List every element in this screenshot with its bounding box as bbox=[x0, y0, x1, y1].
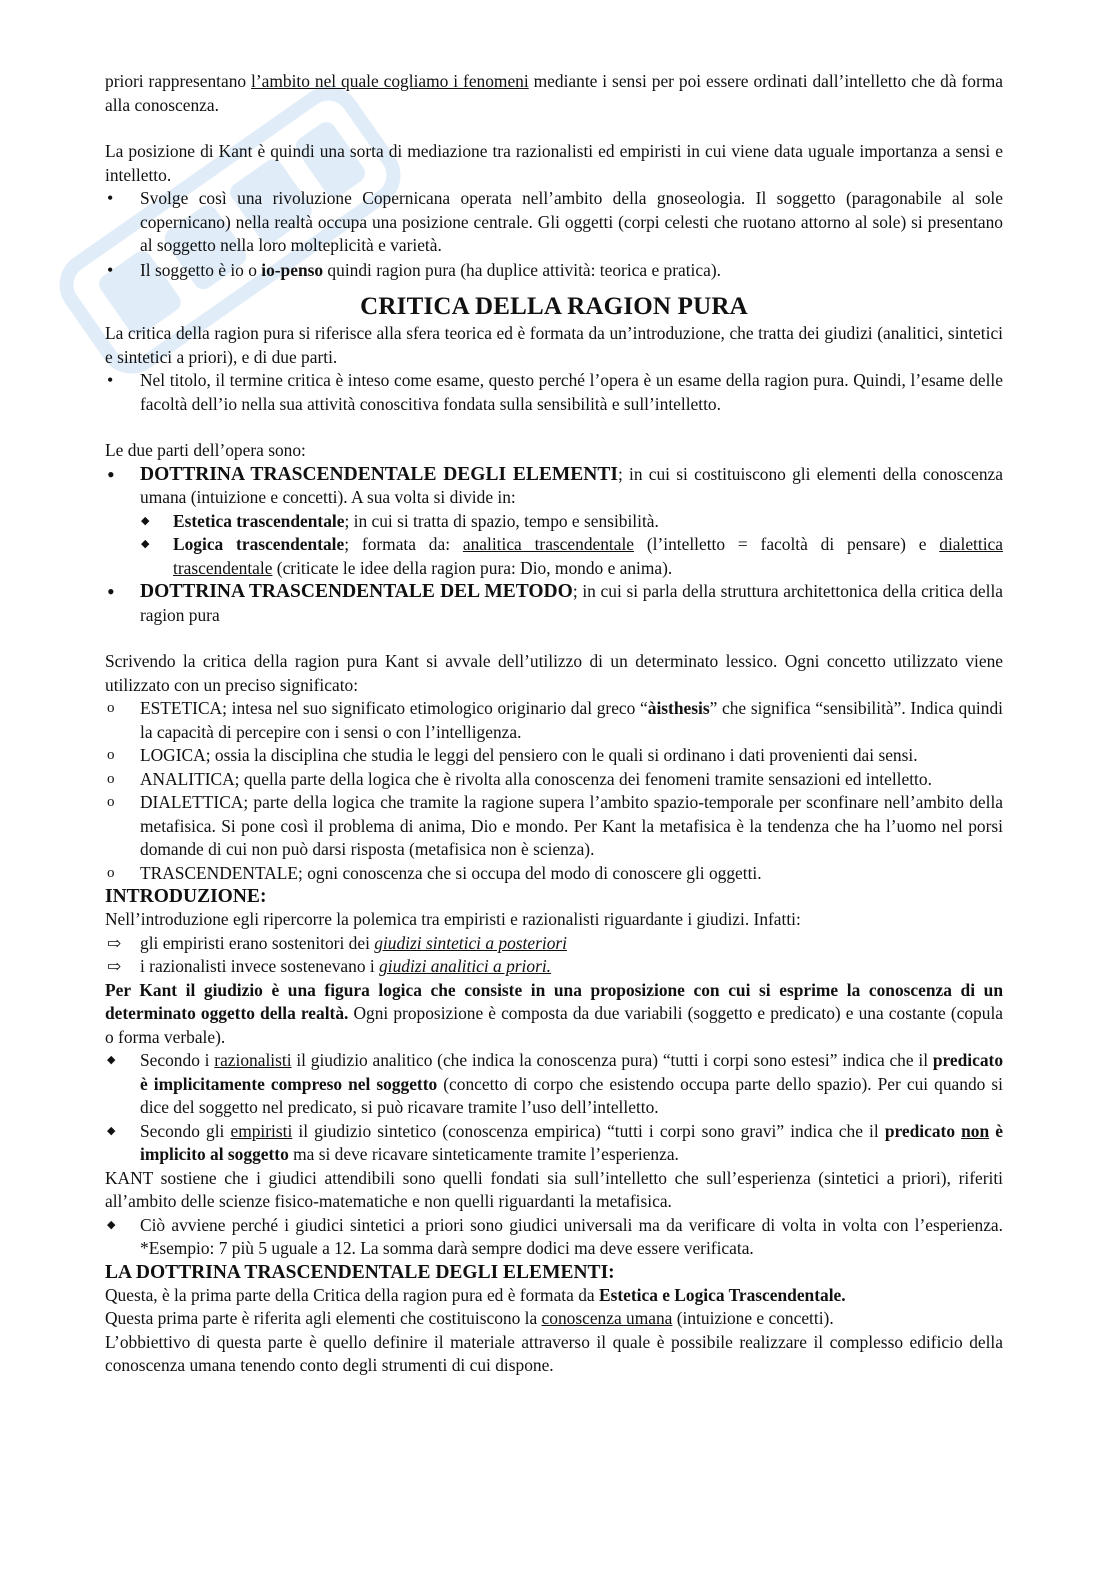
list-item: o TRASCENDENTALE; ogni conoscenza che si occupa del modo di conoscere gli oggetti. bbox=[105, 862, 1003, 886]
list-item: • Il soggetto è io o io-penso quindi ragion pura (ha duplice attività: teorica e pratica). bbox=[105, 259, 1003, 283]
list-item: o ESTETICA; intesa nel suo significato etimologico originario dal greco “àisthesis” che significa “sensibilità”. Indica quindi la capacità di percepire con i sensi o con l’intelligenza. bbox=[107, 698, 1003, 742]
bullet-icon: • bbox=[107, 579, 115, 604]
paragraph-intro-continuation: priori rappresentano l’ambito nel quale cogliamo i fenomeni mediante i sensi per poi essere ordinati dall’intelletto che dà forma alla conoscenza. bbox=[105, 71, 1003, 115]
list-item: • Nel titolo, il termine critica è inteso come esame, questo perché l’opera è un esame della ragion pura. Quindi, l’esame delle facoltà dell’io nella sua attività conoscitiva fondata sulla sensibilità e sull’intelletto. bbox=[107, 370, 1003, 414]
paragraph-critica: La critica della ragion pura si riferisce alla sfera teorica ed è formata da un’introduzione, che tratta dei giudizi (analitici, sintetici e sintetici a priori), e di due parti. bbox=[105, 323, 1003, 367]
circle-bullet-icon: o bbox=[107, 864, 115, 881]
list-item: ◆ Secondo gli empiristi il giudizio sintetico (conoscenza empirica) “tutti i corpi sono gravi” indica che il predicato non è implicito al soggetto ma si deve ricavare sinteticamente tramite l’esperienza. bbox=[107, 1120, 1003, 1164]
list-item: ⇨ gli empiristi erano sostenitori dei giudizi sintetici a posteriori bbox=[105, 932, 1003, 956]
document-page bbox=[105, 70, 1003, 1378]
circle-bullet-icon: o bbox=[107, 747, 115, 763]
paragraph-giudizio: Per Kant il giudizio è una figura logica che consiste in una proposizione con cui si esprime la conoscenza di un determinato oggetto della realtà. Ogni proposizione è composta da due variabili (soggetto e predicato) e una costante (copula o forma verbale). bbox=[105, 979, 1004, 1047]
diamond-bullet-icon: ◆ bbox=[141, 538, 150, 550]
list-item: o ANALITICA; quella parte della logica che è rivolta alla conoscenza dei fenomeni tramite sensazioni ed intelletto. bbox=[105, 768, 1003, 792]
paragraph-lexicon: Scrivendo la critica della ragion pura Kant si avvale dell’utilizzo di un determinato lessico. Ogni concetto utilizzato viene utilizzato con un preciso significato: bbox=[105, 651, 1003, 695]
paragraph-kant-giudici: KANT sostiene che i giudici attendibili sono quelli fondati sia sull’intelletto che sull’esperienza (sintetici a priori), riferiti all’ambito delle scienze fisico-matematiche e non quelli riguardanti la metafisica. bbox=[105, 1167, 1003, 1211]
list-item: ⇨ i razionalisti invece sostenevano i giudizi analitici a priori. bbox=[105, 955, 1003, 979]
bullet-icon: • bbox=[107, 259, 114, 280]
main-title: CRITICA DELLA RAGION PURA bbox=[360, 293, 748, 320]
list-item: ◆ Secondo i razionalisti il giudizio analitico (che indica la conoscenza pura) “tutti i corpi sono estesi” indica che il predicato è implicitamente compreso nel soggetto (concetto di corpo che esistendo occupa parte dello spazio). Per cui quando si dice del soggetto nel predicato, si può ricavare tramite l’uso dell’intelletto. bbox=[107, 1050, 1004, 1117]
arrow-right-icon: ⇨ bbox=[107, 933, 122, 953]
paragraph-dottrina-2: Questa prima parte è riferita agli elementi che costituiscono la conoscenza umana (intuizione e concetti). bbox=[105, 1308, 834, 1328]
list-item: ◆ Estetica trascendentale; in cui si tratta di spazio, tempo e sensibilità. bbox=[105, 510, 1003, 534]
paragraph-polemica: Nell’introduzione egli ripercorre la polemica tra empiristi e razionalisti riguardante i giudizi. Infatti: bbox=[105, 909, 801, 929]
list-item: o DIALETTICA; parte della logica che tramite la ragione supera l’ambito spazio-temporale per sconfinare nell’ambito della metafisica. Si pone così il problema di anima, Dio e mondo. Per Kant la metafisica è la tendenza che ha l’uomo nel porsi domande di cui non può darsi risposta (metafisica non è scienza). bbox=[107, 792, 1003, 859]
circle-bullet-icon: o bbox=[107, 794, 115, 810]
diamond-bullet-icon: ◆ bbox=[107, 1124, 116, 1137]
diamond-bullet-icon: ◆ bbox=[107, 1218, 116, 1231]
bullet-icon: • bbox=[107, 461, 115, 487]
circle-bullet-icon: o bbox=[107, 770, 115, 787]
arrow-right-icon: ⇨ bbox=[107, 957, 122, 976]
paragraph-two-parts: Le due parti dell’opera sono: bbox=[105, 440, 306, 460]
list-item: • DOTTRINA TRASCENDENTALE DEL METODO; in cui si parla della struttura architettonica della critica della ragion pura bbox=[107, 579, 1003, 625]
list-item: ◆ Ciò avviene perché i giudici sintetici a priori sono giudici universali ma da verificare di volta in volta con l’esperienza. *Esempio: 7 più 5 uguale a 12. La somma darà sempre dodici ma deve essere verificata. bbox=[107, 1214, 1003, 1258]
list-item: ◆ Logica trascendentale; formata da: analitica trascendentale (l’intelletto = facoltà di pensare) e dialettica trascendentale (criticate le idee della ragion pura: Dio, mondo e anima). bbox=[141, 534, 1003, 578]
section-title-dottrina: LA DOTTRINA TRASCENDENTALE DEGLI ELEMENTI: bbox=[105, 1261, 615, 1283]
list-item: o LOGICA; ossia la disciplina che studia le leggi del pensiero con le quali si ordinano i dati provenienti dai sensi. bbox=[105, 744, 1003, 768]
paragraph-dottrina-1: Questa, è la prima parte della Critica della ragion pura ed è formata da Estetica e Logica Trascendentale. bbox=[105, 1284, 846, 1305]
diamond-bullet-icon: ◆ bbox=[141, 514, 150, 527]
bullet-icon: • bbox=[107, 188, 114, 208]
paragraph-kant-position: La posizione di Kant è quindi una sorta di mediazione tra razionalisti ed empiristi in cui viene data uguale importanza a sensi e intelletto. bbox=[105, 141, 1003, 185]
diamond-bullet-icon: ◆ bbox=[107, 1054, 116, 1066]
paragraph-dottrina-3: L’obbiettivo di questa parte è quello definire il materiale attraverso il quale è possibile realizzare il complesso edificio della conoscenza umana tenendo conto degli strumenti di cui dispone. bbox=[105, 1331, 1003, 1375]
circle-bullet-icon: o bbox=[107, 700, 115, 716]
section-title-introduzione: INTRODUZIONE: bbox=[105, 886, 267, 907]
list-item: • DOTTRINA TRASCENDENTALE DEGLI ELEMENTI; in cui si costituiscono gli elementi della conoscenza umana (intuizione e concetti). A sua volta si divide in: bbox=[107, 461, 1003, 507]
bullet-icon: • bbox=[107, 370, 114, 390]
list-item: • Svolge così una rivoluzione Copernicana operata nell’ambito della gnoseologia. Il soggetto (paragonabile al sole copernicano) nella realtà occupa una posizione centrale. Gli oggetti (corpi celesti che ruotano attorno al sole) si presentano al soggetto nella loro molteplicità e varietà. bbox=[107, 188, 1003, 255]
